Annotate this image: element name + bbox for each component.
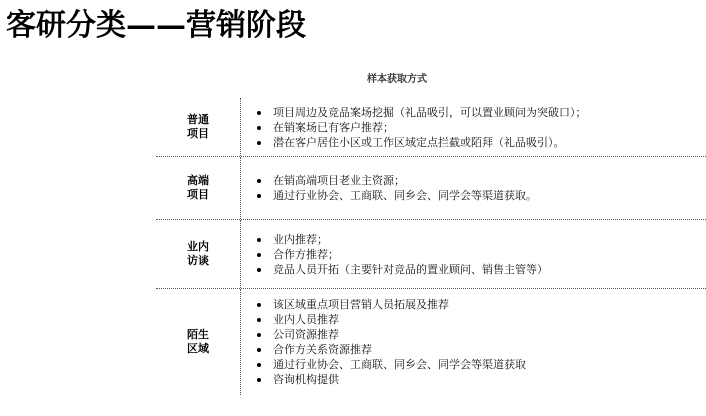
table-header: 样本获取方式 xyxy=(367,74,427,85)
list-item: 业内人员推荐 xyxy=(255,312,526,327)
list-item: 通过行业协会、工商联、同乡会、同学会等渠道获取。 xyxy=(255,188,537,203)
list-item: 在销高端项目老业主资源； xyxy=(255,173,537,188)
table-row-unfamiliar-area xyxy=(156,289,706,395)
list-item: 该区域重点项目营销人员拓展及推荐 xyxy=(255,297,526,312)
row-items xyxy=(241,98,587,156)
list-item: 公司资源推荐 xyxy=(255,327,526,342)
table-row-industry-interview xyxy=(156,220,706,289)
row-label: 高端项目 xyxy=(187,174,209,201)
list-item: 业内推荐； xyxy=(255,232,548,247)
row-items xyxy=(241,289,526,395)
list-item: 在销案场已有客户推荐； xyxy=(255,120,587,135)
list-item: 项目周边及竞品案场挖掘（礼品吸引，可以置业顾问为突破口）； xyxy=(255,105,587,120)
row-label: 业内访谈 xyxy=(187,240,209,267)
sample-acquisition-table xyxy=(156,98,706,395)
list-item: 合作方关系资源推荐 xyxy=(255,342,526,357)
row-items xyxy=(241,157,537,219)
list-item: 竞品人员开拓（主要针对竞品的置业顾问、销售主管等） xyxy=(255,262,548,277)
row-label: 陌生区域 xyxy=(187,328,209,355)
row-label: 普通项目 xyxy=(187,113,209,140)
list-item: 潜在客户居住小区或工作区域定点拦截或陌拜（礼品吸引）。 xyxy=(255,135,587,150)
table-row-ordinary-project xyxy=(156,98,706,157)
page-title: 客研分类——营销阶段 xyxy=(6,8,306,43)
list-item: 咨询机构提供 xyxy=(255,372,526,387)
list-item: 合作方推荐； xyxy=(255,247,548,262)
list-item: 通过行业协会、工商联、同乡会、同学会等渠道获取 xyxy=(255,357,526,372)
row-items xyxy=(241,220,548,288)
table-row-high-end-project xyxy=(156,157,706,220)
